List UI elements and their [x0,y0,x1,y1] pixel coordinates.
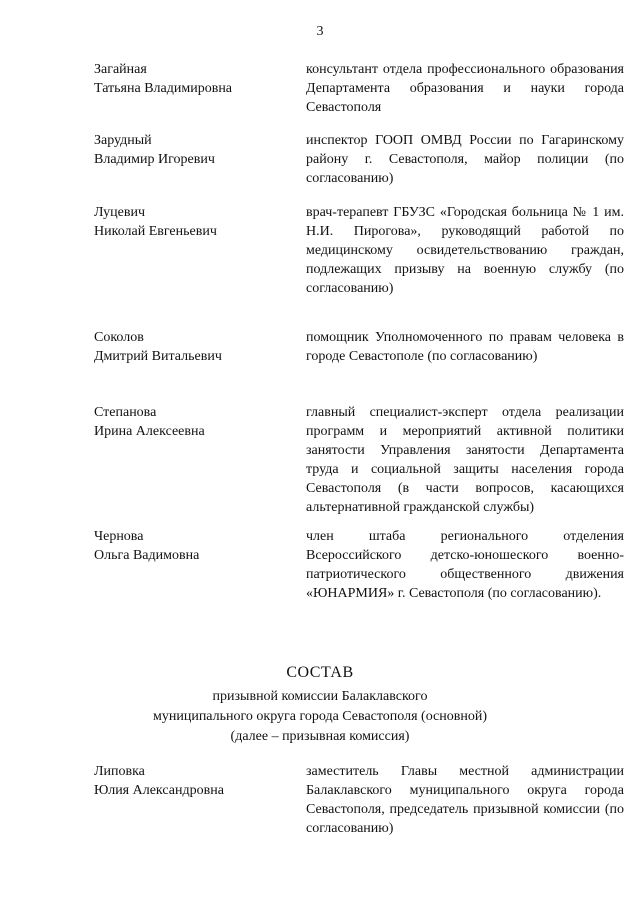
member-name [94,328,294,366]
section-subtitle-line: (далее – призывная комиссия) [230,729,410,744]
member-surname: Соколов [94,330,144,345]
member-role: член штаба регионального отделения Всероссийского детско-юношеского военно-патриотического общественного движения «ЮНАРМИЯ» г. Севастополя (по согласованию). [306,529,624,601]
member-name [94,203,294,241]
member-role: консультант отдела профессионального образования Департамента образования и науки города Севастополя [306,62,624,115]
member-role: главный специалист-эксперт отдела реализации программ и мероприятий активной политики занятости Управления занятости Департамента труда и социальной защиты населения города Севастополя (в части вопросов, касающихся альтернативной гражданской службы) [306,405,624,515]
section-subtitle-line: муниципального округа города Севастополя (основной) [152,709,488,724]
member-name [94,403,294,441]
member-name [94,762,294,800]
member-role: врач-терапевт ГБУЗС «Городская больница № 1 им. Н.И. Пирогова», руководящий работой по медицинскому освидетельствованию граждан, подлежащих призыву на военную службу (по согласованию) [306,205,624,296]
member-surname: Степанова [94,405,157,420]
section-heading: СОСТАВ [286,664,354,681]
section-subtitle-line: призывной комиссии Балаклавского [212,689,428,704]
member-role: инспектор ГООП ОМВД России по Гагаринскому району г. Севастополя, майор полиции (по согласованию) [306,133,624,186]
member-name [94,60,294,98]
member-given-names: Николай Евгеньевич [94,224,217,239]
member-given-names: Дмитрий Витальевич [94,349,222,364]
member-given-names: Ирина Алексеевна [94,424,205,439]
member-role: заместитель Главы местной администрации Балаклавского муниципального округа города Севастополя, председатель призывной комиссии (по согласованию) [306,764,624,836]
member-role: помощник Уполномоченного по правам человека в городе Севастополе (по согласованию) [306,330,624,364]
member-given-names: Юлия Александровна [94,783,224,798]
member-name [94,527,294,565]
member-name [94,131,294,169]
member-surname: Зарудный [94,133,152,148]
member-given-names: Татьяна Владимировна [94,81,233,96]
member-given-names: Владимир Игоревич [94,152,215,167]
member-surname: Липовка [94,764,145,779]
member-surname: Луцевич [94,205,145,220]
page-number: 3 [316,24,324,39]
member-given-names: Ольга Вадимовна [94,548,200,563]
section-title [0,663,640,747]
member-surname: Чернова [94,529,144,544]
member-surname: Загайная [94,62,147,77]
